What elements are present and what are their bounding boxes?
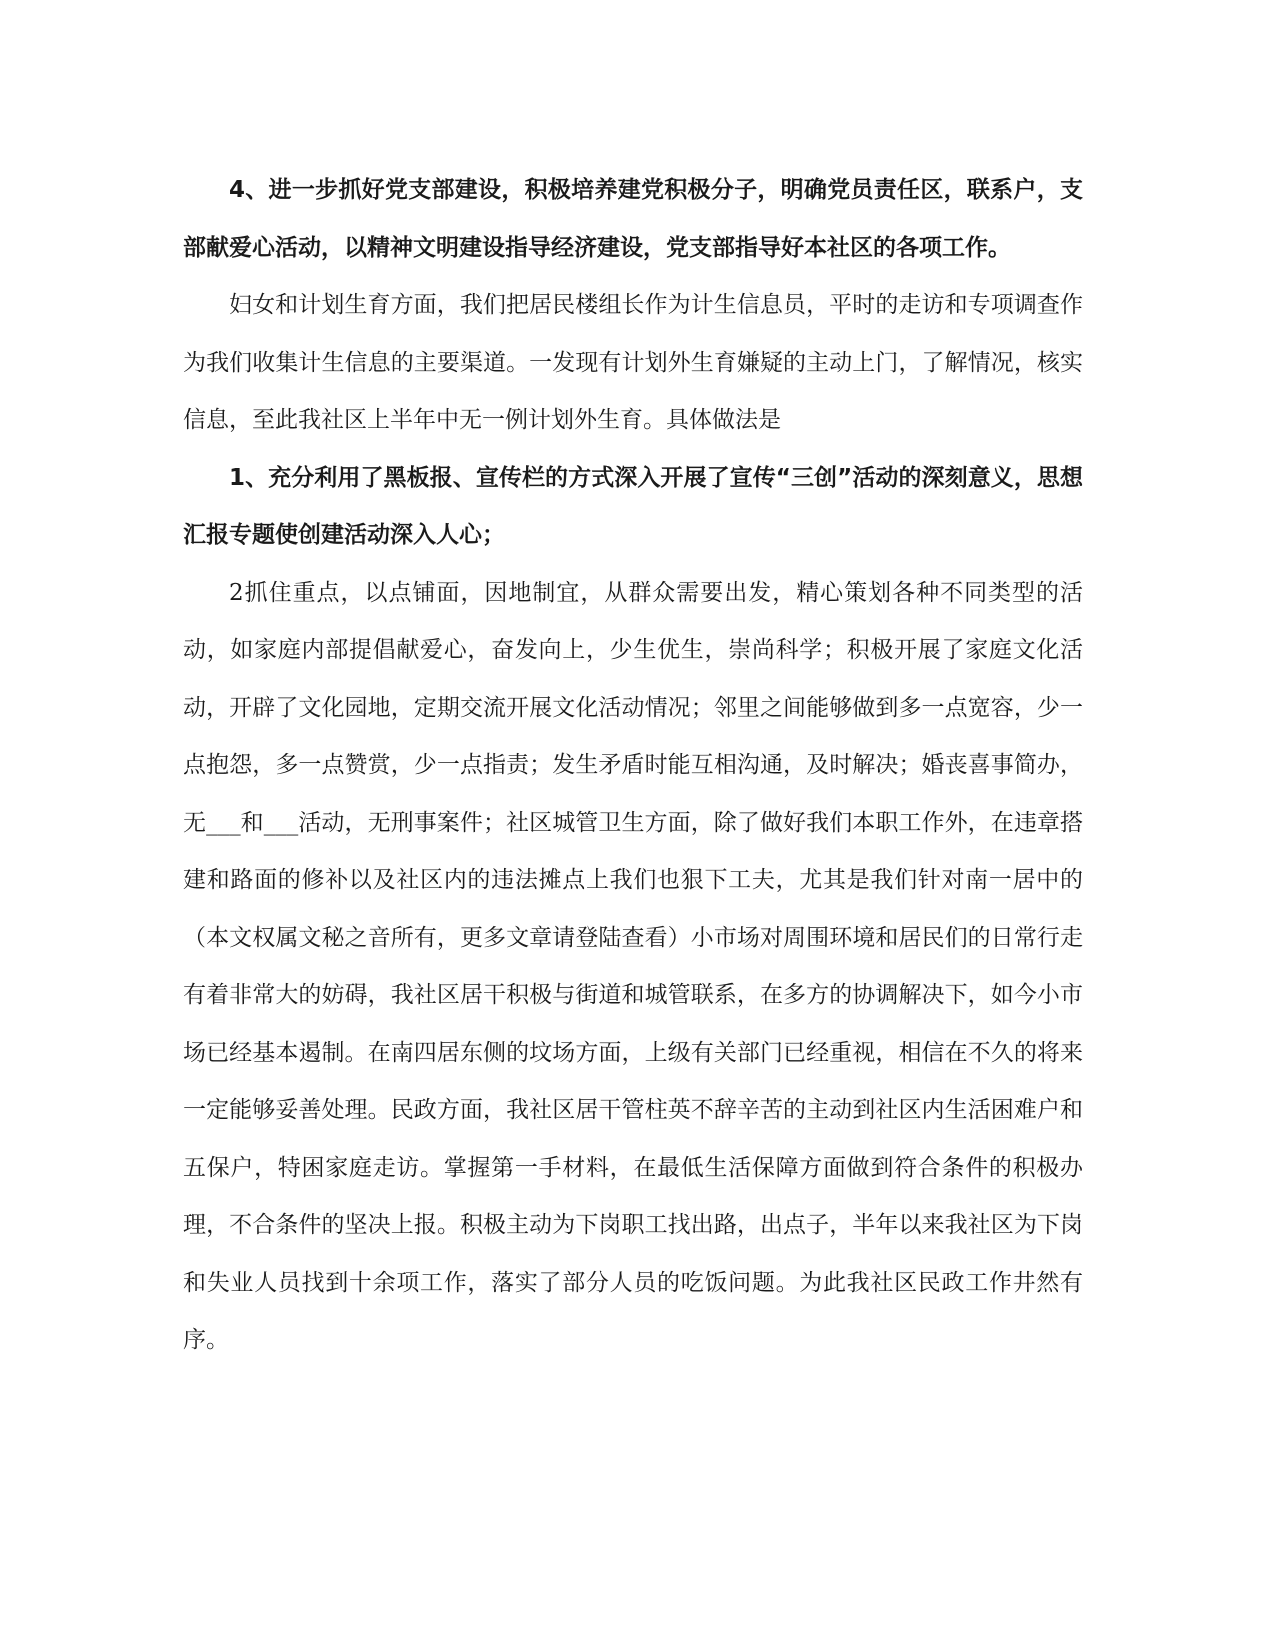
document-page bbox=[183, 162, 1083, 1370]
paragraph-party-building: 4、进一步抓好党支部建设，积极培养建党积极分子，明确党员责任区，联系户，支部献爱心活动，以精神文明建设指导经济建设，党支部指导好本社区的各项工作。 bbox=[183, 177, 1083, 261]
paragraph-activities: 2抓住重点，以点铺面，因地制宜，从群众需要出发，精心策划各种不同类型的活动，如家庭内部提倡献爱心，奋发向上，少生优生，崇尚科学；积极开展了家庭文化活动，开辟了文化园地，定期交流开展文化活动情况；邻里之间能够做到多一点宽容，少一点抱怨，多一点赞赏，少一点指责；发生矛盾时能互相沟通，及时解决；婚丧喜事简办，无___和___活动，无刑事案件；社区城管卫生方面，除了做好我们本职工作外，在违章搭建和路面的修补以及社区内的违法摊点上我们也狠下工夫，尤其是我们针对南一居中的（本文权属文秘之音所有，更多文章请登陆查看）小市场对周围环境和居民们的日常行走有着非常大的妨碍，我社区居干积极与街道和城管联系，在多方的协调解决下，如今小市场已经基本遏制。在南四居东侧的坟场方面，上级有关部门已经重视，相信在不久的将来一定能够妥善处理。民政方面，我社区居干管柱英不辞辛苦的主动到社区内生活困难户和五保户，特困家庭走访。掌握第一手材料，在最低生活保障方面做到符合条件的积极办理，不合条件的坚决上报。积极主动为下岗职工找出路，出点子，半年以来我社区为下岗和失业人员找到十余项工作，落实了部分人员的吃饭问题。为此我社区民政工作井然有序。 bbox=[183, 579, 1083, 1353]
paragraph-family-planning: 妇女和计划生育方面，我们把居民楼组长作为计生信息员，平时的走访和专项调查作为我们收集计生信息的主要渠道。一发现有计划外生育嫌疑的主动上门，了解情况，核实信息，至此我社区上半年中无一例计划外生育。具体做法是 bbox=[183, 292, 1083, 433]
paragraph-publicity: 1、充分利用了黑板报、宣传栏的方式深入开展了宣传“三创”活动的深刻意义，思想汇报专题使创建活动深入人心； bbox=[183, 464, 1083, 548]
